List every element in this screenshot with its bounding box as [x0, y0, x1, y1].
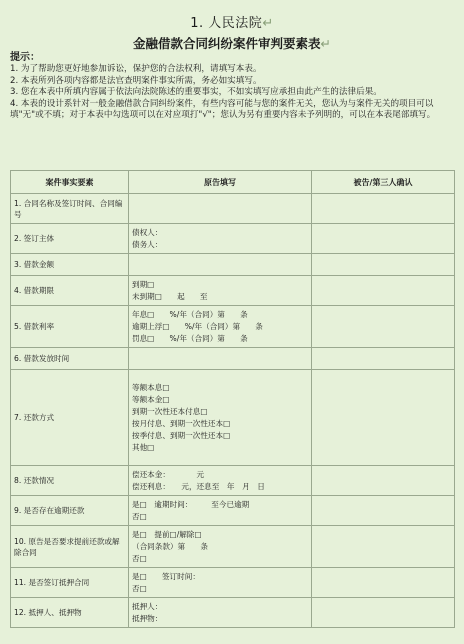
fill-line: 是□ 逾期时间： 至今已逾期 [132, 499, 250, 509]
row-label: 7. 还款方式 [11, 370, 129, 466]
fill-line: 偿还利息： 元，还息至 年 月 日 [132, 481, 265, 491]
row-label: 2. 签订主体 [11, 224, 129, 254]
table-row [11, 306, 455, 348]
plaintiff-fill-cell[interactable] [129, 348, 312, 370]
row-label: 5. 借款利率 [11, 306, 129, 348]
plaintiff-fill-cell[interactable] [129, 598, 312, 628]
fill-line: 未到期□ 起 至 [132, 291, 208, 301]
row-label: 12. 抵押人、抵押物 [11, 598, 129, 628]
defendant-confirm-cell[interactable] [312, 598, 455, 628]
fill-line: 否□ [132, 553, 147, 563]
header-plaintiff-fill: 原告填写 [129, 171, 312, 194]
notice-line-4: 4. 本表的设计系针对一般金融借款合同纠纷案件，有些内容可能与您的案件无关，您认为与案件无关的项目可以填"无"或不填；对于本表中勾选项可以在对应项打"√"；您认为另有重要内容未予列明的，可以在本表尾部填写。 [10, 98, 436, 121]
table-row [11, 496, 455, 526]
defendant-confirm-cell[interactable] [312, 466, 455, 496]
fill-line: 债权人： [132, 227, 163, 237]
defendant-confirm-cell[interactable] [312, 568, 455, 598]
defendant-confirm-cell[interactable] [312, 194, 455, 224]
table-row [11, 598, 455, 628]
fill-line: 到期□ [132, 279, 155, 289]
plaintiff-fill-cell[interactable] [129, 194, 312, 224]
row-label: 1. 合同名称及签订时间、合同编号 [11, 194, 129, 224]
row-label: 8. 还款情况 [11, 466, 129, 496]
header-fact-elements: 案件事实要素 [11, 171, 129, 194]
notice-line-2: 2. 本表所列各项内容都是法官查明案件事实所需，务必如实填写。 [10, 75, 262, 86]
table-row [11, 276, 455, 306]
fill-line [132, 259, 308, 271]
document-title: 金融借款合同纠纷案件审判要素表↵ [133, 36, 331, 51]
fill-line: 按月付息、到期一次性还本□ [132, 418, 231, 428]
table-row [11, 568, 455, 598]
notice-box [10, 52, 454, 122]
fill-line: 是□ 签订时间： [132, 571, 200, 581]
fill-line: 罚息□ %/年（合同）第 条 [132, 333, 248, 343]
plaintiff-fill-cell[interactable] [129, 370, 312, 466]
fill-line: 债务人： [132, 239, 163, 249]
table-header-row [11, 171, 455, 194]
plaintiff-fill-cell[interactable] [129, 466, 312, 496]
row-label: 3. 借款金额 [11, 254, 129, 276]
defendant-confirm-cell[interactable] [312, 224, 455, 254]
defendant-confirm-cell[interactable] [312, 276, 455, 306]
defendant-confirm-cell[interactable] [312, 370, 455, 466]
notice-line-3: 3. 您在本表中所填内容属于依法向法院陈述的重要事实，不如实填写应承担由此产生的法律后果。 [10, 87, 382, 98]
court-name: 1. 人民法院↵ [190, 16, 274, 31]
table-row [11, 526, 455, 568]
defendant-confirm-cell[interactable] [312, 526, 455, 568]
fill-line: 否□ [132, 511, 147, 521]
table-row [11, 370, 455, 466]
defendant-confirm-cell[interactable] [312, 254, 455, 276]
defendant-confirm-cell[interactable] [312, 496, 455, 526]
table-row [11, 254, 455, 276]
row-label: 10. 原告是否要求提前还款或解除合同 [11, 526, 129, 568]
fill-line [132, 203, 308, 215]
fill-line: 到期一次性还本付息□ [132, 406, 208, 416]
fill-line: 偿还本金： 元 [132, 469, 205, 479]
fill-line: 逾期上浮□ %/年（合同）第 条 [132, 321, 263, 331]
plaintiff-fill-cell[interactable] [129, 224, 312, 254]
fill-line [132, 353, 308, 365]
fill-line: 等额本息□ [132, 382, 170, 392]
fill-line: 其他□ [132, 442, 155, 452]
row-label: 9. 是否存在逾期还款 [11, 496, 129, 526]
notice-heading: 提示： [10, 52, 40, 63]
row-label: 4. 借款期限 [11, 276, 129, 306]
table-row [11, 194, 455, 224]
plaintiff-fill-cell[interactable] [129, 526, 312, 568]
header-defendant-confirm: 被告/第三人确认 [312, 171, 455, 194]
fact-elements-table [10, 170, 455, 628]
table-body [11, 194, 455, 628]
table-row [11, 348, 455, 370]
fill-line: 按季付息、到期一次性还本□ [132, 430, 231, 440]
fill-line: 是□ 提前□/解除□ [132, 529, 202, 539]
fill-line: 年息□ %/年（合同）第 条 [132, 309, 248, 319]
plaintiff-fill-cell[interactable] [129, 568, 312, 598]
row-label: 6. 借款发放时间 [11, 348, 129, 370]
fill-line: 等额本金□ [132, 394, 170, 404]
plaintiff-fill-cell[interactable] [129, 496, 312, 526]
fill-line: 抵押人： [132, 601, 163, 611]
plaintiff-fill-cell[interactable] [129, 306, 312, 348]
defendant-confirm-cell[interactable] [312, 348, 455, 370]
table-row [11, 466, 455, 496]
defendant-confirm-cell[interactable] [312, 306, 455, 348]
row-label: 11. 是否签订抵押合同 [11, 568, 129, 598]
table-row [11, 224, 455, 254]
notice-line-1: 1. 为了帮助您更好地参加诉讼，保护您的合法权利，请填写本表。 [10, 64, 262, 74]
fill-line: 抵押物： [132, 613, 163, 623]
plaintiff-fill-cell[interactable] [129, 276, 312, 306]
fill-line: 否□ [132, 583, 147, 593]
plaintiff-fill-cell[interactable] [129, 254, 312, 276]
fill-line: （合同条款）第 条 [132, 541, 208, 551]
